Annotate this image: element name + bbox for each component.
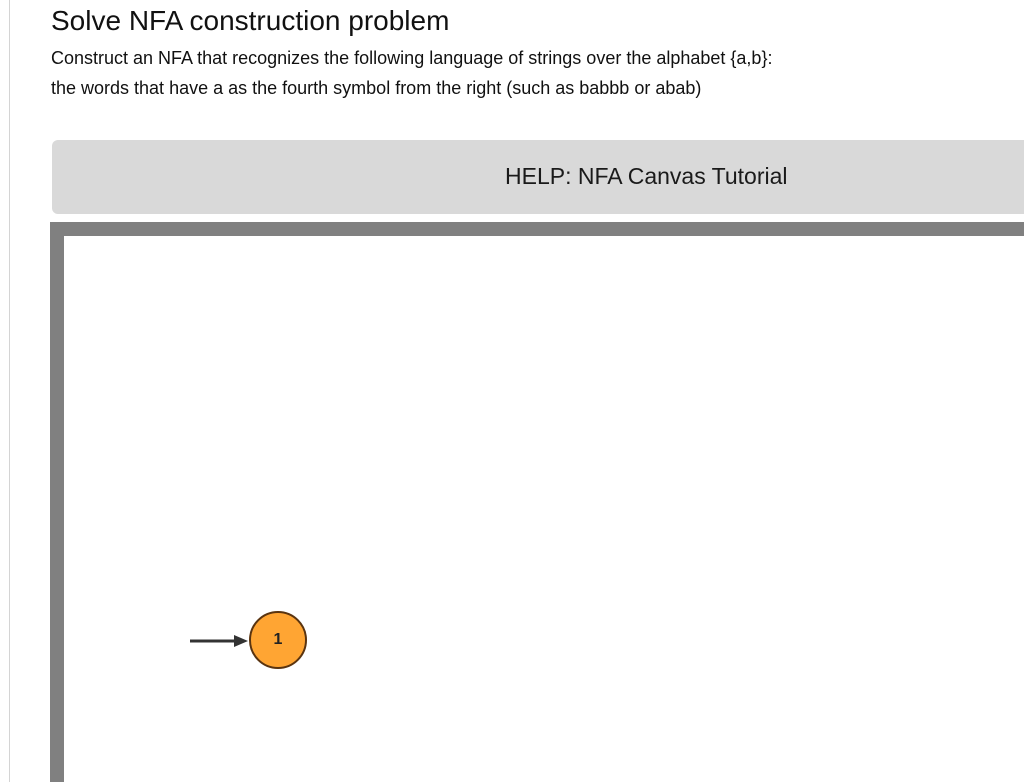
problem-description-line-2: the words that have a as the fourth symbol from the right (such as babbb or abab) (51, 78, 702, 98)
help-tutorial-label: HELP: NFA Canvas Tutorial (505, 163, 788, 189)
state-label: 1 (273, 631, 283, 648)
left-divider (9, 0, 10, 782)
help-tutorial-button[interactable] (52, 140, 1024, 214)
nfa-canvas[interactable] (64, 236, 1024, 782)
nfa-canvas-frame (50, 222, 1024, 782)
nfa-state-1[interactable] (249, 611, 307, 669)
problem-description-line-1: Construct an NFA that recognizes the following language of strings over the alphabet {a,b}: (51, 48, 773, 68)
page-title: Solve NFA construction problem (51, 5, 450, 36)
start-arrow-icon (190, 633, 250, 649)
